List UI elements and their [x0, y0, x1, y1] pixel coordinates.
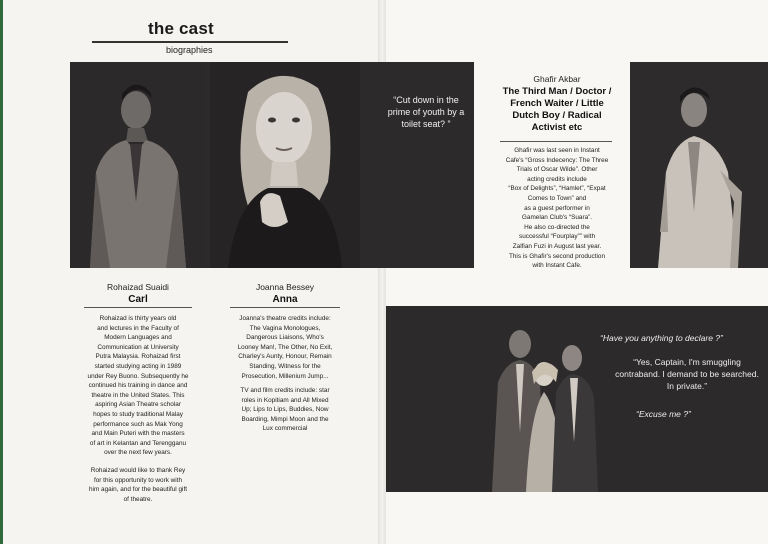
cast-name-ghafir: Ghafir Akbar — [533, 74, 581, 84]
photo-ghafir — [630, 62, 768, 268]
cast-divider-joanna — [230, 307, 340, 308]
cast-name-joanna: Joanna Bessey — [255, 282, 315, 292]
cast-divider-rohaizad — [84, 307, 192, 308]
page-edge — [0, 0, 3, 544]
cast-role-ghafir: The Third Man / Doctor / French Waiter / Little Dutch Boy / Radical Activist etc — [502, 86, 612, 133]
photo-ghafir-figure — [630, 62, 768, 268]
title-rule — [92, 41, 288, 43]
dialogue-line-2: “Yes, Captain, I'm smuggling contraband. I demand to be searched. In private.” — [615, 357, 759, 391]
cast-bio-joanna: Joanna's theatre credits include: The Vagina Monologues, Dangerous Liaisons, Who's Looney Man!, The Other, No Exit, Charley's Aunty, Honour, Remain Standing, Witness for the Prosecution, Millenium Jump... — [237, 315, 333, 380]
photo-scene — [486, 322, 604, 492]
photo-rohaizad-figure — [70, 62, 206, 268]
cast-bio-rohaizad: Rohaizad is thirty years old and lectures in the Faculty of Modern Languages and Communication at University Putra Malaysia. Rohaizad first started studying acting in 1989 under Rey Buono. Subsequently he continued his training in dance and theatre in the United States. This aspiring Asian Theatre scholar hopes to study traditional Malay performance such as Mak Yong and Main Puteri with the masters of art in Kelantan and Terengganu over the next few years. — [87, 315, 189, 457]
pull-quote-top: “Cut down in the prime of youth by a toilet seat? ” — [387, 95, 465, 129]
page-title: the cast — [148, 19, 214, 38]
photo-scene-figure — [486, 322, 604, 492]
cast-credits-joanna: TV and film credits include: star roles in Kopitiam and All Mixed Up; Lips to Lips, Buddies, Now Boarding, Mimpi Moon and the Lux commercial — [240, 387, 330, 433]
cast-bio-ghafir: Ghafir was last seen in Instant Cafe's “Gross Indecency: The Three Trials of Oscar Wilde”. Other acting credits include “Box of Delights”, “Hamlet”, “Expat Comes to Town” and as a guest performer in Gamelan Club's “Suara”. He also co-directed the successful “Fourplay”” with Zalfian Fuzi in August last year. This is Ghafir's second production with Instant Cafe. — [505, 147, 609, 270]
dialogue-line-1: “Have you anything to declare ?” — [600, 333, 723, 343]
cast-divider-ghafir — [500, 141, 612, 142]
photo-joanna-figure — [210, 62, 360, 268]
page-subtitle: biographies — [166, 45, 213, 55]
cast-name-rohaizad: Rohaizad Suaidi — [107, 282, 169, 292]
cast-role-anna: Anna — [272, 294, 298, 305]
dialogue-line-3: “Excuse me ?” — [636, 409, 691, 419]
cast-thanks-rohaizad: Rohaizad would like to thank Rey for this opportunity to work with him again, and for the beautiful gift of theatre. — [88, 467, 188, 503]
cast-role-carl: Carl — [128, 294, 148, 305]
photo-rohaizad — [70, 62, 206, 268]
photo-joanna — [210, 62, 360, 268]
